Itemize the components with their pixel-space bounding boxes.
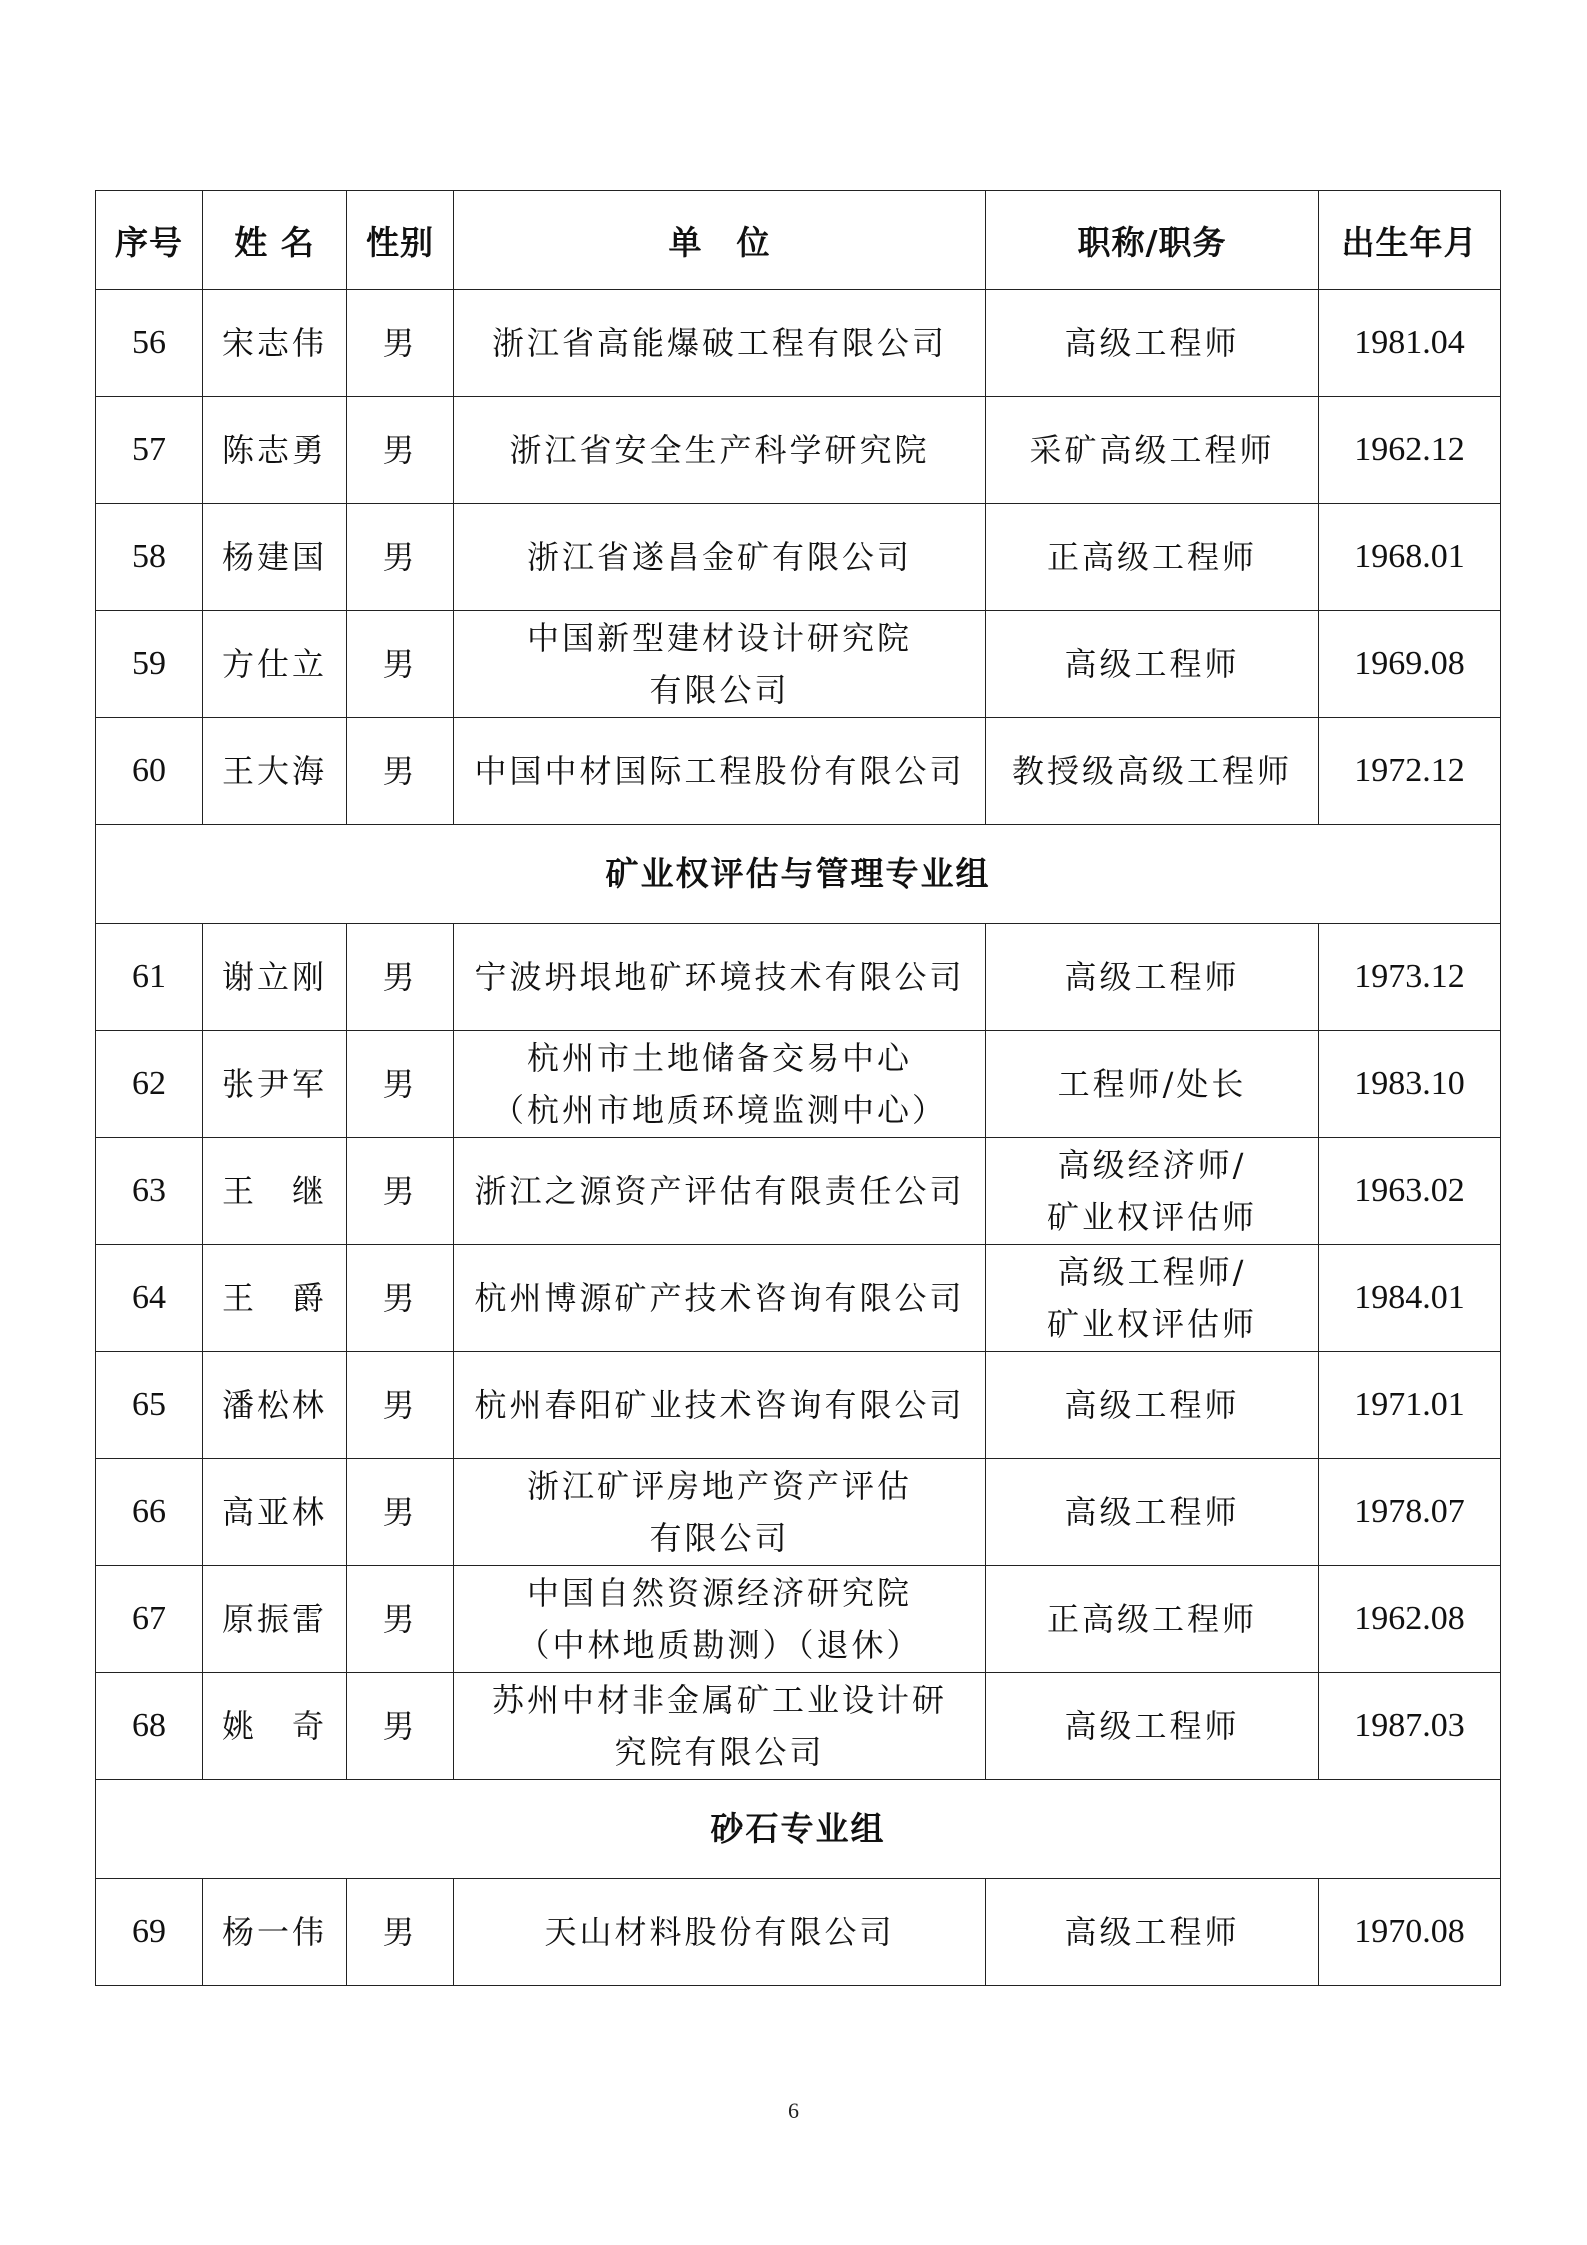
row-title — [986, 290, 1319, 397]
row-birth: 1978.07 — [1319, 1459, 1501, 1566]
row-gender: 男 — [347, 1879, 454, 1986]
row-title — [986, 611, 1319, 718]
row-number: 64 — [96, 1245, 203, 1352]
table-row — [96, 1031, 1501, 1138]
row-birth: 1962.12 — [1319, 397, 1501, 504]
row-unit — [454, 1566, 986, 1673]
row-unit-line: 浙江省安全生产科学研究院 — [509, 431, 930, 469]
row-birth: 1968.01 — [1319, 504, 1501, 611]
row-title — [986, 924, 1319, 1031]
row-gender: 男 — [347, 1459, 454, 1566]
row-gender: 男 — [347, 1566, 454, 1673]
row-name: 张尹军 — [203, 1031, 347, 1138]
row-gender: 男 — [347, 504, 454, 611]
header-name: 姓 名 — [203, 191, 347, 290]
row-unit-line: 宁波坍垠地矿环境技术有限公司 — [474, 958, 965, 996]
row-unit-line: 中国中材国际工程股份有限公司 — [474, 752, 965, 790]
row-unit — [454, 924, 986, 1031]
row-title — [986, 718, 1319, 825]
row-title — [986, 1138, 1319, 1245]
table-row — [96, 1138, 1501, 1245]
row-unit-line: 浙江之源资产评估有限责任公司 — [474, 1172, 965, 1210]
row-unit — [454, 1031, 986, 1138]
row-unit — [454, 1245, 986, 1352]
table-row — [96, 1566, 1501, 1673]
row-name: 王大海 — [203, 718, 347, 825]
row-birth: 1971.01 — [1319, 1352, 1501, 1459]
row-title — [986, 1879, 1319, 1986]
row-birth: 1963.02 — [1319, 1138, 1501, 1245]
row-unit — [454, 1352, 986, 1459]
table-row — [96, 1352, 1501, 1459]
row-birth: 1983.10 — [1319, 1031, 1501, 1138]
row-title-line: 矿业权评估师 — [1046, 1198, 1257, 1236]
row-unit-line: （中林地质勘测）（退休） — [517, 1626, 922, 1664]
row-name: 原振雷 — [203, 1566, 347, 1673]
table-body — [96, 290, 1501, 1986]
row-title-line: 教授级高级工程师 — [1011, 752, 1292, 790]
row-unit-line: 天山材料股份有限公司 — [544, 1913, 895, 1951]
row-name: 方仕立 — [203, 611, 347, 718]
row-birth: 1981.04 — [1319, 290, 1501, 397]
table-row — [96, 1673, 1501, 1780]
row-title-line: 高级工程师/ — [1057, 1253, 1247, 1291]
row-name: 宋志伟 — [203, 290, 347, 397]
row-title-line: 工程师/处长 — [1057, 1065, 1247, 1103]
row-unit-line: 中国新型建材设计研究院 — [526, 619, 912, 657]
row-title-line: 高级工程师 — [1064, 1913, 1240, 1951]
row-unit-line: 中国自然资源经济研究院 — [526, 1574, 912, 1612]
table-row — [96, 611, 1501, 718]
row-unit-line: 杭州博源矿产技术咨询有限公司 — [474, 1279, 965, 1317]
row-birth: 1972.12 — [1319, 718, 1501, 825]
row-gender: 男 — [347, 718, 454, 825]
row-unit-line: 杭州春阳矿业技术咨询有限公司 — [474, 1386, 965, 1424]
row-title-line: 高级工程师 — [1064, 1493, 1240, 1531]
table-row — [96, 1459, 1501, 1566]
row-name: 王 爵 — [203, 1245, 347, 1352]
row-title-line: 矿业权评估师 — [1046, 1305, 1257, 1343]
row-title — [986, 504, 1319, 611]
row-unit — [454, 611, 986, 718]
row-title-line: 高级经济师/ — [1057, 1146, 1247, 1184]
row-gender: 男 — [347, 290, 454, 397]
row-title — [986, 397, 1319, 504]
row-unit-line: 有限公司 — [649, 1519, 790, 1557]
row-name: 陈志勇 — [203, 397, 347, 504]
row-number: 58 — [96, 504, 203, 611]
row-title-line: 采矿高级工程师 — [1029, 431, 1275, 469]
row-number: 69 — [96, 1879, 203, 1986]
header-title: 职称/职务 — [986, 191, 1319, 290]
header-birth: 出生年月 — [1319, 191, 1501, 290]
row-gender: 男 — [347, 1673, 454, 1780]
header-no: 序号 — [96, 191, 203, 290]
row-number: 61 — [96, 924, 203, 1031]
row-title — [986, 1245, 1319, 1352]
row-unit-line: 杭州市土地储备交易中心 — [526, 1039, 912, 1077]
header-row — [96, 191, 1501, 290]
row-gender: 男 — [347, 1352, 454, 1459]
row-number: 57 — [96, 397, 203, 504]
row-gender: 男 — [347, 397, 454, 504]
row-title — [986, 1352, 1319, 1459]
row-title-line: 高级工程师 — [1064, 958, 1240, 996]
row-birth: 1987.03 — [1319, 1673, 1501, 1780]
row-title-line: 高级工程师 — [1064, 1707, 1240, 1745]
row-gender: 男 — [347, 1031, 454, 1138]
row-gender: 男 — [347, 924, 454, 1031]
row-birth: 1970.08 — [1319, 1879, 1501, 1986]
row-unit — [454, 290, 986, 397]
expert-table — [95, 190, 1501, 1986]
row-title — [986, 1673, 1319, 1780]
row-name: 姚 奇 — [203, 1673, 347, 1780]
table-header — [96, 191, 1501, 290]
table-row — [96, 1245, 1501, 1352]
row-gender: 男 — [347, 1245, 454, 1352]
table-row — [96, 718, 1501, 825]
row-unit-line: 究院有限公司 — [614, 1733, 825, 1771]
row-unit — [454, 1673, 986, 1780]
table-row — [96, 290, 1501, 397]
row-unit-line: 浙江矿评房地产资产评估 — [526, 1467, 912, 1505]
row-name: 潘松林 — [203, 1352, 347, 1459]
group-row — [96, 1780, 1501, 1879]
row-title-line: 正高级工程师 — [1046, 1600, 1257, 1638]
row-title — [986, 1566, 1319, 1673]
row-number: 67 — [96, 1566, 203, 1673]
row-title-line: 高级工程师 — [1064, 1386, 1240, 1424]
row-unit — [454, 1879, 986, 1986]
row-name: 王 继 — [203, 1138, 347, 1245]
header-unit: 单 位 — [454, 191, 986, 290]
row-title-line: 高级工程师 — [1064, 324, 1240, 362]
row-title-line: 高级工程师 — [1064, 645, 1240, 683]
row-number: 66 — [96, 1459, 203, 1566]
row-name: 杨一伟 — [203, 1879, 347, 1986]
row-birth: 1984.01 — [1319, 1245, 1501, 1352]
row-number: 60 — [96, 718, 203, 825]
row-title — [986, 1459, 1319, 1566]
page-number: 6 — [788, 2098, 799, 2123]
table-row — [96, 504, 1501, 611]
row-birth: 1962.08 — [1319, 1566, 1501, 1673]
row-number: 62 — [96, 1031, 203, 1138]
row-unit — [454, 397, 986, 504]
group-label: 砂石专业组 — [96, 1780, 1501, 1879]
row-birth: 1973.12 — [1319, 924, 1501, 1031]
group-row — [96, 825, 1501, 924]
row-title — [986, 1031, 1319, 1138]
table-row — [96, 924, 1501, 1031]
row-number: 68 — [96, 1673, 203, 1780]
group-label: 矿业权评估与管理专业组 — [96, 825, 1501, 924]
row-gender: 男 — [347, 1138, 454, 1245]
row-name: 高亚林 — [203, 1459, 347, 1566]
row-number: 56 — [96, 290, 203, 397]
row-unit-line: （杭州市地质环境监测中心） — [491, 1091, 947, 1129]
row-unit-line: 苏州中材非金属矿工业设计研 — [491, 1681, 947, 1719]
row-unit-line: 浙江省遂昌金矿有限公司 — [526, 538, 912, 576]
table-row — [96, 1879, 1501, 1986]
row-unit — [454, 718, 986, 825]
row-name: 杨建国 — [203, 504, 347, 611]
row-unit-line: 有限公司 — [649, 671, 790, 709]
row-gender: 男 — [347, 611, 454, 718]
row-unit — [454, 504, 986, 611]
table-row — [96, 397, 1501, 504]
row-name: 谢立刚 — [203, 924, 347, 1031]
header-gender: 性别 — [347, 191, 454, 290]
row-unit-line: 浙江省高能爆破工程有限公司 — [491, 324, 947, 362]
row-unit — [454, 1138, 986, 1245]
row-unit — [454, 1459, 986, 1566]
row-number: 65 — [96, 1352, 203, 1459]
row-title-line: 正高级工程师 — [1046, 538, 1257, 576]
row-number: 59 — [96, 611, 203, 718]
row-number: 63 — [96, 1138, 203, 1245]
row-birth: 1969.08 — [1319, 611, 1501, 718]
